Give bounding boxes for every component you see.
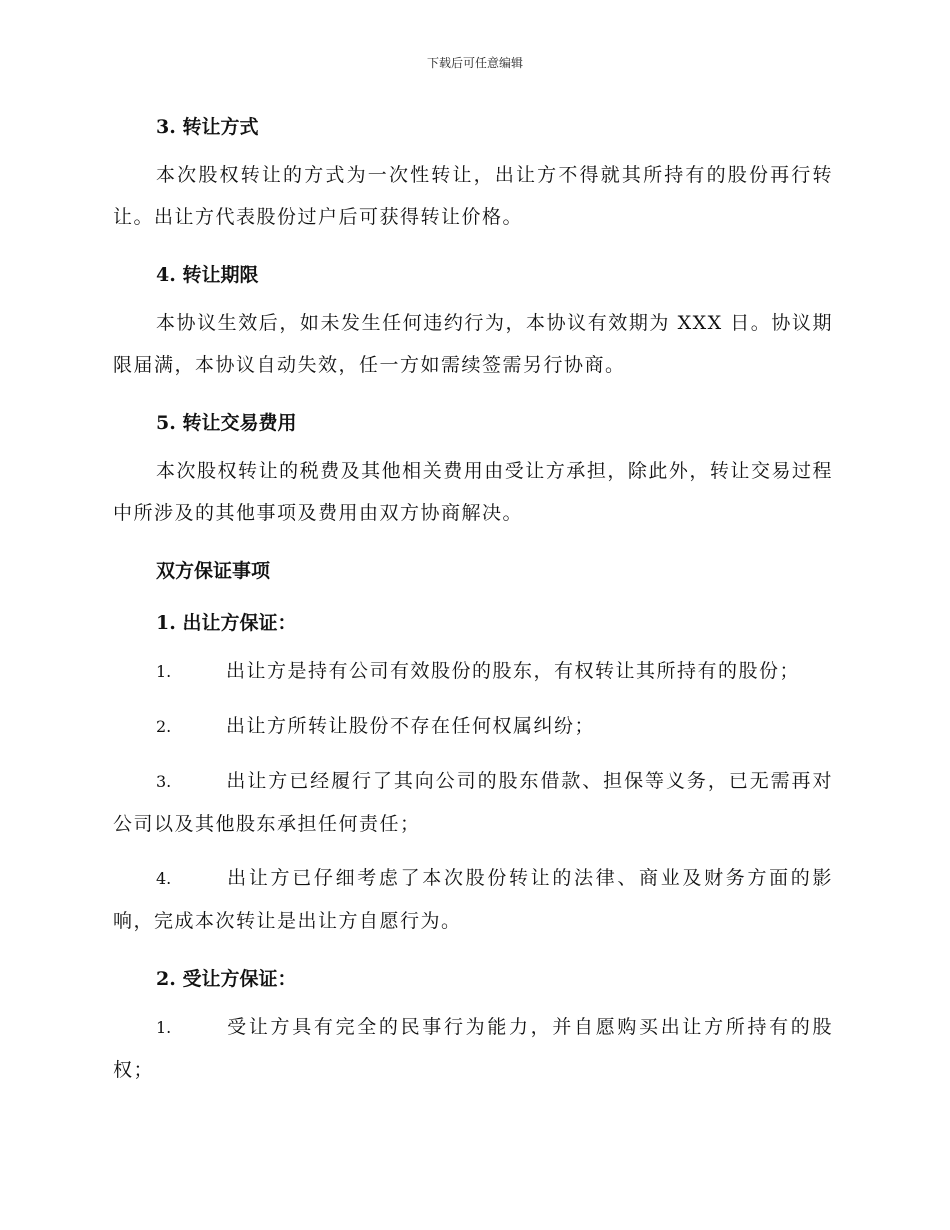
list-item-number: 4. [156,869,172,888]
list-item-number: 3. [156,772,172,791]
paragraph-transfer-fees: 本次股权转让的税费及其他相关费用由受让方承担，除此外，转让交易过程中所涉及的其他事项及费用由双方协商解决。 [113,460,833,524]
section-heading-transfer-fees: 5. 转让交易费用 [156,412,297,434]
list-item-text: 出让方已仔细考虑了本次股份转让的法律、商业及财务方面的影响，完成本次转让是出让方自愿行为。 [113,867,833,932]
section-heading-guarantees: 双方保证事项 [156,560,271,582]
list-item-text: 出让方所转让股份不存在任何权属纠纷； [226,715,596,737]
paragraph-transfer-method: 本次股权转让的方式为一次性转让，出让方不得就其所持有的股份再行转让。出让方代表股份过户后可获得转让价格。 [113,164,833,228]
list-item [113,650,833,693]
list-item-text: 出让方是持有公司有效股份的股东，有权转让其所持有的股份； [226,660,801,682]
list-item-number: 1. [156,662,172,681]
list-item-text: 受让方具有完全的民事行为能力，并自愿购买出让方所持有的股权； [113,1016,833,1081]
section-heading-buyer-guarantees: 2. 受让方保证： [156,968,297,990]
section-heading-transfer-method: 3. 转让方式 [156,116,259,138]
list-item [113,705,833,748]
list-item [113,857,833,942]
list-item-text: 出让方已经履行了其向公司的股东借款、担保等义务，已无需再对公司以及其他股东承担任何责任； [113,770,833,835]
section-heading-seller-guarantees: 1. 出让方保证： [156,612,297,634]
document-body [113,112,833,1091]
paragraph-transfer-period: 本协议生效后，如未发生任何违约行为，本协议有效期为 XXX 日。协议期限届满，本协议自动失效，任一方如需续签需另行协商。 [113,312,833,376]
list-item [113,1006,833,1091]
list-item [113,760,833,845]
section-heading-transfer-period: 4. 转让期限 [156,264,259,286]
list-item-number: 2. [156,717,172,736]
page-header: 下载后可任意编辑 [426,56,523,70]
list-item-number: 1. [156,1018,172,1037]
